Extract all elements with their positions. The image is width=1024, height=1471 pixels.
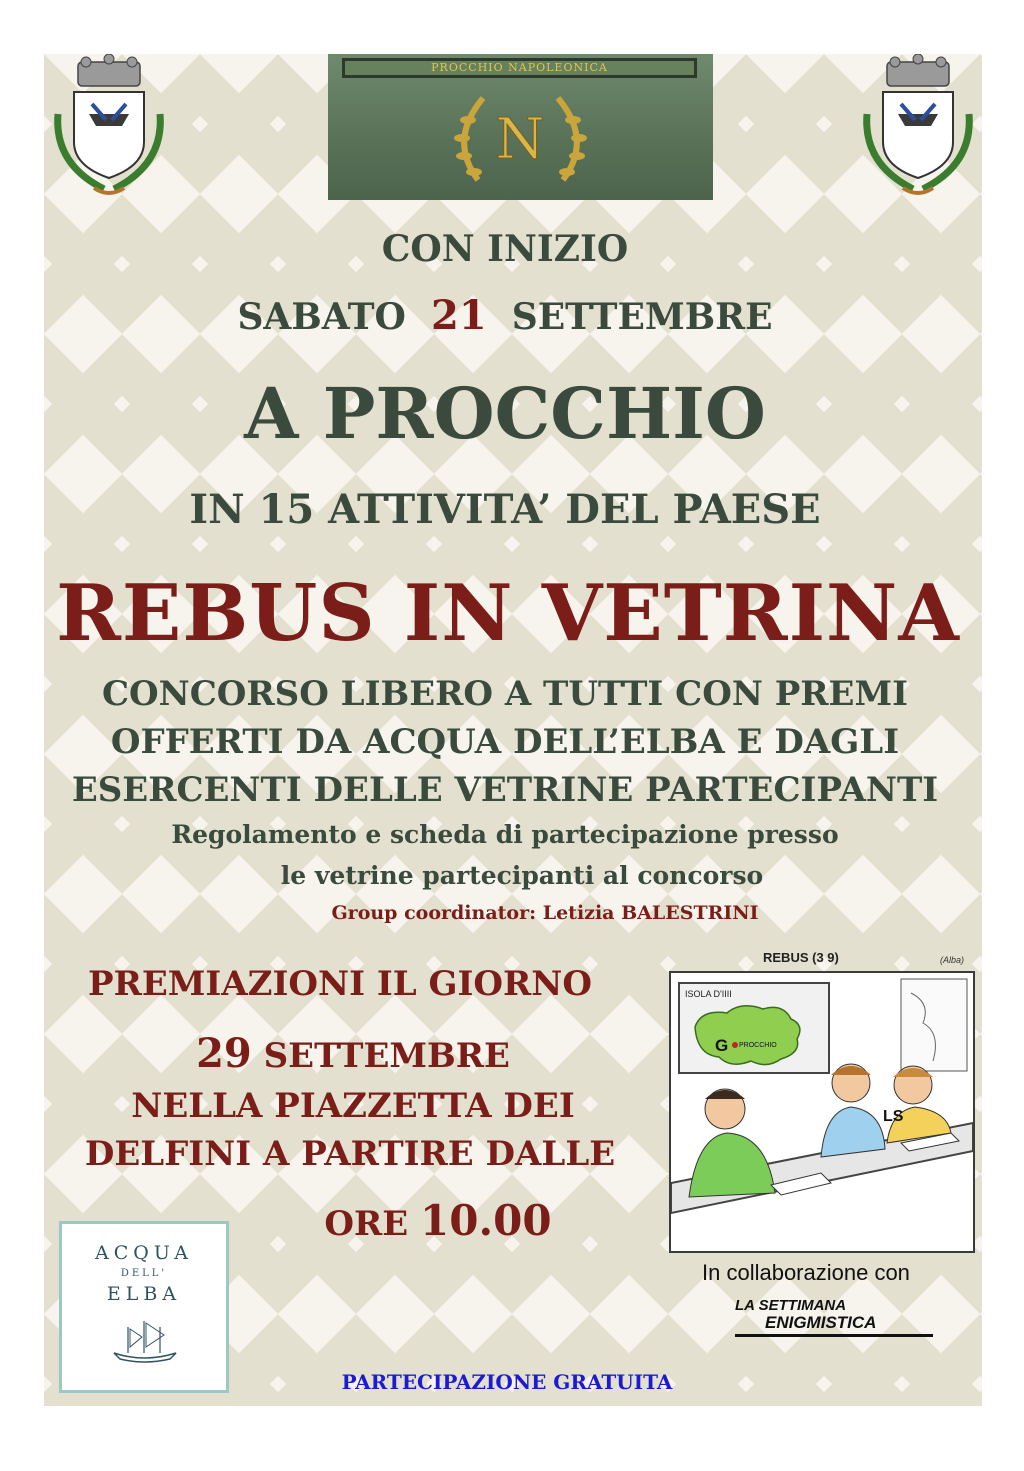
rebus-island-letter: G	[715, 1036, 729, 1055]
coat-of-arms-right	[853, 54, 983, 204]
activities-line: IN 15 ATTIVITA’ DEL PAESE	[189, 486, 821, 533]
settimana-enigmistica-logo	[735, 1298, 935, 1342]
awards-line-4: DELFINI A PARTIRE DALLE	[84, 1134, 616, 1174]
collaboration-text: In collaborazione con	[702, 1260, 910, 1285]
acqua-line-3: ELBA	[106, 1283, 182, 1305]
location-title: A PROCCHIO	[244, 372, 766, 455]
coordinator-line: Group coordinator: Letizia BALESTRINI	[331, 902, 759, 924]
awards-day: 29	[196, 1030, 252, 1077]
elba-island-icon	[695, 1006, 800, 1065]
main-title: REBUS IN VETRINA	[56, 568, 960, 659]
start-month: SETTEMBRE	[511, 296, 773, 338]
sailing-ship-icon	[104, 1315, 184, 1365]
napoleonica-banner: PROCCHIO NAPOLEONICA	[342, 58, 697, 78]
napoleon-letter: N	[495, 107, 545, 172]
coat-of-arms-left	[44, 54, 174, 204]
acqua-line-1: ACQUA	[95, 1242, 193, 1264]
contest-line-1: CONCORSO LIBERO A TUTTI CON PREMI	[101, 674, 909, 714]
acqua-line-2: DELL'	[120, 1268, 168, 1279]
awards-time-value: 10.00	[420, 1196, 552, 1245]
acqua-dell-elba-logo	[59, 1221, 229, 1393]
brand-line-2: ENIGMISTICA	[765, 1313, 877, 1332]
contest-line-2: OFFERTI DA ACQUA DELL’ELBA E DAGLI	[110, 722, 900, 762]
start-label: CON INIZIO	[381, 228, 629, 270]
awards-time-prefix: ORE	[324, 1204, 409, 1244]
rebus-town-label: PROCCHIO	[739, 1042, 777, 1049]
awards-month: SETTEMBRE	[263, 1036, 510, 1076]
rebus-board-label: ISOLA D'IIII	[685, 989, 732, 999]
awards-date	[0, 1030, 706, 1077]
rebus-illustration	[669, 971, 975, 1253]
brand-line-1: LA SETTIMANA	[735, 1297, 847, 1314]
rebus-author: (Alba)	[940, 955, 965, 965]
start-day: 21	[430, 292, 487, 339]
awards-line-3: NELLA PIAZZETTA DEI	[131, 1086, 575, 1126]
awards-line-1: PREMIAZIONI IL GIORNO	[88, 964, 592, 1004]
rebus-hand-letters: LS	[883, 1108, 904, 1125]
rebus-title: REBUS (3 9)	[763, 950, 839, 965]
rules-line-2: le vetrine partecipanti al concorso	[280, 861, 764, 890]
rules-line-1: Regolamento e scheda di partecipazione presso	[171, 820, 839, 849]
contest-line-3: ESERCENTI DELLE VETRINE PARTECIPANTI	[71, 770, 939, 810]
start-weekday: SABATO	[237, 296, 406, 338]
procchio-napoleonica-logo	[328, 54, 713, 200]
start-date	[0, 292, 1010, 339]
laurel-wreath-icon	[438, 80, 603, 198]
free-participation-label: PARTECIPAZIONE GRATUITA	[341, 1370, 673, 1394]
